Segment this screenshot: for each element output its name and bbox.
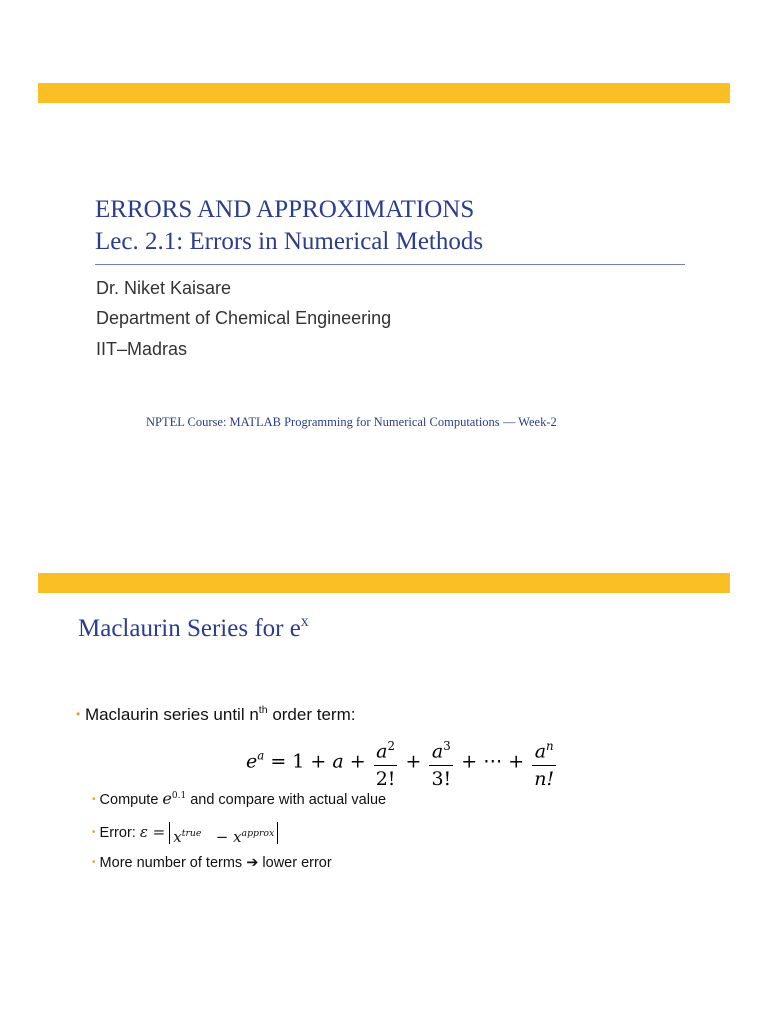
error-abs-value <box>169 822 278 847</box>
slide2-top-bar <box>38 573 730 593</box>
slide2-sub-bullet-3 <box>92 855 332 871</box>
sub3-post: lower error <box>258 855 332 871</box>
sub2-x1-sup: true <box>181 828 202 839</box>
slide1-title-line1: ERRORS AND APPROXIMATIONS <box>95 196 475 223</box>
eq-lhs-base: e <box>246 750 258 773</box>
slide1-department: Department of Chemical Engineering <box>96 308 392 328</box>
sub2-x2: x <box>233 828 242 847</box>
sub2-x1: x <box>173 828 182 847</box>
right-arrow-icon: ➔ <box>246 855 259 871</box>
sub2-minus: − <box>215 828 229 847</box>
eq-lhs-exp: a <box>257 748 265 763</box>
bullet-main-sup: th <box>258 704 268 716</box>
sub1-pre: Compute <box>99 792 163 808</box>
slide2-sub-bullet-1 <box>92 789 386 808</box>
bullet-main-post: order term: <box>267 704 356 724</box>
eq-rhs-start: = 1 + <box>270 750 333 773</box>
eq-term2-exp: 2 <box>387 739 395 753</box>
sub2-label: Error: <box>99 825 140 842</box>
slide1-course-footer: NPTEL Course: MATLAB Programming for Numerical Computations — Week-2 <box>146 415 557 429</box>
eq-ellipsis: ⋯ <box>483 750 503 773</box>
slide2-title-main: Maclaurin Series for e <box>78 615 301 643</box>
eq-term2-base: a <box>376 740 388 763</box>
sub2-x2-sup: approx <box>241 828 275 839</box>
bullet-dot: • <box>92 794 96 805</box>
eq-term3-base: a <box>431 740 444 763</box>
slide1-institute: IIT–Madras <box>96 339 188 359</box>
slide2-title-sup: x <box>300 613 309 630</box>
bullet-dot: • <box>92 857 96 868</box>
slide1-top-bar <box>38 83 730 103</box>
slide2-title <box>78 613 309 643</box>
bullet-dot: • <box>92 827 96 839</box>
slide1-title-line2: Lec. 2.1: Errors in Numerical Methods <box>95 228 484 255</box>
eq-plus-2: + <box>405 750 422 773</box>
eq-termn-exp: n <box>546 739 554 753</box>
slide2-sub-bullet-2 <box>92 822 278 847</box>
eq-termn-base: a <box>534 740 547 763</box>
sub1-post: and compare with actual value <box>186 792 387 808</box>
bullet-main-pre: Maclaurin series until n <box>84 704 259 724</box>
eq-term2-den: 2! <box>375 767 396 790</box>
eq-termn <box>532 733 556 792</box>
maclaurin-equation <box>246 733 558 792</box>
bullet-dot: • <box>76 706 81 721</box>
eq-term2 <box>374 733 398 792</box>
sub3-pre: More number of terms <box>99 855 247 871</box>
eq-term3 <box>429 733 453 792</box>
eq-plus-1: + <box>349 750 366 773</box>
eq-term3-exp: 3 <box>443 739 451 753</box>
slide1-title-underline <box>95 264 685 265</box>
eq-plus-3: + <box>461 750 478 773</box>
eq-a: a <box>332 750 344 773</box>
eq-termn-den: n! <box>534 767 555 790</box>
slide1-author: Dr. Niket Kaisare <box>96 278 232 298</box>
slide2-bullet-main <box>76 704 355 725</box>
sub1-base: e <box>162 789 172 808</box>
sub2-eps: ε = <box>139 823 166 842</box>
eq-plus-4: + <box>508 750 525 773</box>
sub1-exp: 0.1 <box>171 791 187 802</box>
eq-term3-den: 3! <box>431 767 452 790</box>
